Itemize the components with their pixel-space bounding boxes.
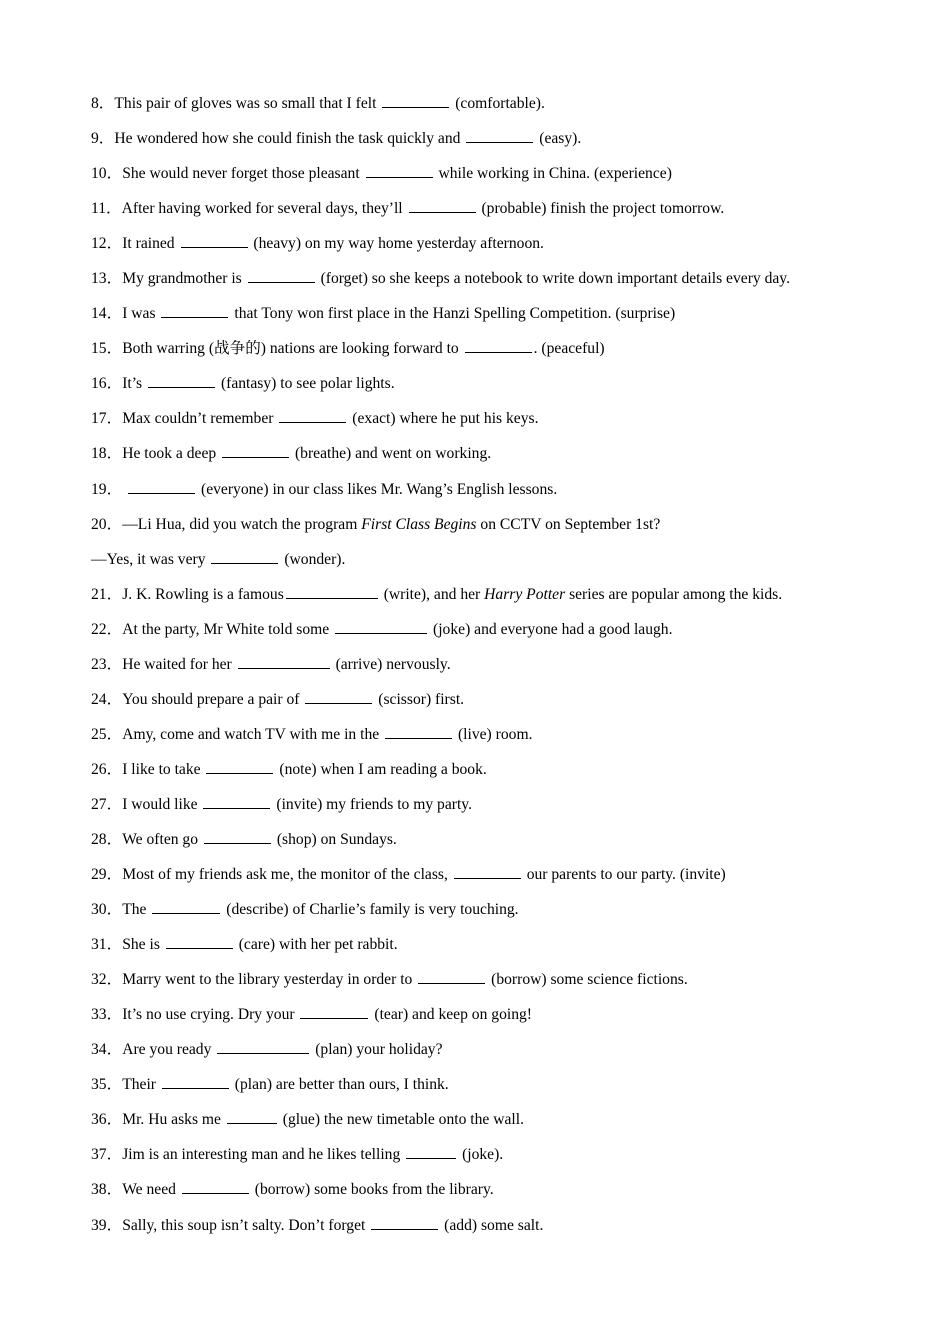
question-39 [91,1213,891,1248]
question-text-after: (joke) and everyone had a good laugh. [433,620,673,638]
answer-blank[interactable] [279,408,346,423]
question-number: 35． [91,1076,123,1094]
answer-blank[interactable] [371,1215,438,1230]
question-number: 23． [91,655,123,673]
question-number: 22． [91,620,123,638]
question-text-before: You should prepare a pair of [122,690,300,708]
question-text-after: (note) when I am reading a book. [279,760,487,778]
question-text-before: Their [122,1076,156,1094]
question-number: 26． [91,760,123,778]
answer-blank[interactable] [465,338,532,353]
answer-blank[interactable] [454,864,521,879]
question-number: 21． [91,585,123,603]
question-number: 14． [91,305,123,323]
question-number: 30． [91,901,123,919]
question-text-before: I would like [122,795,198,813]
question-38 [91,1177,891,1212]
question-17 [91,406,891,441]
answer-blank[interactable] [152,899,220,914]
question-36 [91,1107,891,1142]
answer-blank[interactable] [203,794,270,809]
answer-blank[interactable] [182,1179,249,1194]
question-30 [91,897,891,932]
question-text-before: This pair of gloves was so small that I felt [114,95,377,112]
question-text-after: (scissor) first. [378,690,465,708]
question-text-after: (exact) where he put his keys. [352,410,539,428]
question-11 [91,196,891,231]
question-34 [91,1037,891,1072]
question-text-before: We often go [122,830,199,848]
question-text-after: while working in China. (experience) [438,165,672,183]
answer-blank[interactable] [222,443,289,458]
question-number: 28． [91,830,123,848]
answer-blank[interactable] [227,1109,277,1124]
question-29 [91,862,891,897]
question-number: 34． [91,1041,123,1059]
question-text-before: She would never forget those pleasant [122,165,360,183]
question-number: 38． [91,1181,123,1199]
question-text-after: (invite) my friends to my party. [276,795,472,813]
question-26 [91,757,891,792]
answer-blank[interactable] [286,584,378,599]
question-22 [91,617,891,652]
question-number: 15． [91,340,123,358]
question-text-before: We need [122,1181,176,1199]
question-32 [91,967,891,1002]
answer-blank[interactable] [300,1004,368,1019]
question-text-before: Sally, this soup isn’t salty. Don’t forget [122,1216,366,1234]
question-text-after: (comfortable). [455,95,545,112]
question-number: 18． [91,445,123,463]
question-14 [91,301,891,336]
question-text-after: (fantasy) to see polar lights. [220,375,395,393]
question-text-after: that Tony won first place in the Hanzi Spelling Competition. (surprise) [234,305,676,323]
question-number: 19． [91,480,123,498]
question-text-before: Jim is an interesting man and he likes telling [122,1146,401,1164]
question-25 [91,722,891,757]
question-text-after: (borrow) some books from the library. [254,1181,494,1199]
question-33 [91,1002,891,1037]
question-35 [91,1072,891,1107]
answer-blank[interactable] [409,198,476,213]
question-number: 37． [91,1146,123,1164]
question-text-before: Max couldn’t remember [122,410,274,428]
question-text-before: He wondered how she could finish the task quickly and [114,130,461,148]
question-15 [91,336,891,371]
question-9 [91,126,891,161]
question-text-before: He waited for her [122,655,232,673]
question-number: 24． [91,690,123,708]
question-text-after: (arrive) nervously. [335,655,451,673]
question-19 [91,477,891,512]
answer-blank[interactable] [418,969,485,984]
book-title: Harry Potter [484,585,566,603]
question-text-after: (borrow) some science fictions. [491,971,688,989]
question-text-after: (heavy) on my way home yesterday afternoon. [253,235,544,253]
question-list [91,91,891,1248]
question-37 [91,1142,891,1177]
question-text-after: on CCTV on September 1st? [480,515,661,533]
answer-blank[interactable] [204,829,271,844]
question-number: 10． [91,165,123,183]
question-text-before: I like to take [122,760,201,778]
answer-blank[interactable] [305,689,372,704]
question-text-after: (plan) are better than ours, I think. [234,1076,449,1094]
question-text-before: Amy, come and watch TV with me in the [122,725,380,743]
question-text-before: Marry went to the library yesterday in order to [122,971,413,989]
question-text-after: (shop) on Sundays. [276,830,397,848]
question-text-before: The [122,901,147,919]
answer-blank[interactable] [335,619,427,634]
answer-blank[interactable] [166,934,233,949]
program-title: First Class Begins [361,515,477,533]
question-text-before: J. K. Rowling is a famous [122,585,284,603]
question-24 [91,687,891,722]
question-number: 29． [91,866,123,884]
question-text-after: (plan) your holiday? [315,1041,443,1059]
question-text-end: series are popular among the kids. [569,585,783,603]
answer-blank[interactable] [162,1074,229,1089]
question-text-after: (forget) so she keeps a notebook to write down important details every day. [320,270,790,288]
question-20 [91,512,891,547]
question-text-before: —Yes, it was very [91,550,206,568]
question-text-after: (probable) finish the project tomorrow. [481,200,725,218]
answer-blank[interactable] [217,1039,309,1054]
answer-blank[interactable] [366,163,433,178]
answer-blank[interactable] [238,654,330,669]
question-number: 13． [91,270,123,288]
answer-blank[interactable] [181,233,248,248]
question-text-before: Both warring (战争的) nations are looking forward to [122,340,459,358]
question-text-after: (add) some salt. [444,1216,544,1234]
question-text-after: (describe) of Charlie’s family is very touching. [226,901,519,919]
question-text-before: —Li Hua, did you watch the program [122,515,358,533]
question-text-before: She is [122,936,160,954]
question-text-before: Are you ready [122,1041,212,1059]
question-number: 25． [91,725,123,743]
question-12 [91,231,891,266]
question-text-before: At the party, Mr White told some [122,620,330,638]
answer-blank[interactable] [466,128,533,143]
answer-blank[interactable] [385,724,452,739]
question-8 [91,91,891,126]
question-21 [91,582,891,617]
question-10 [91,161,891,196]
question-text-before: Mr. Hu asks me [122,1111,221,1129]
answer-blank[interactable] [148,373,215,388]
question-20-answer [91,547,891,582]
answer-blank[interactable] [128,479,195,494]
question-text-after: (everyone) in our class likes Mr. Wang’s English lessons. [201,480,558,498]
answer-blank[interactable] [206,759,273,774]
question-text-before: Most of my friends ask me, the monitor of the class, [122,866,448,884]
question-text-before: After having worked for several days, they’ll [121,200,403,218]
question-number: 27． [91,795,123,813]
question-text-before: My grandmother is [122,270,242,288]
answer-blank[interactable] [161,303,228,318]
question-text-before: It’s no use crying. Dry your [122,1006,295,1024]
question-number: 32． [91,971,123,989]
answer-blank[interactable] [406,1144,456,1159]
answer-blank[interactable] [382,93,449,108]
question-text-after: (easy). [539,130,582,148]
question-number: 36． [91,1111,123,1129]
question-number: 8． [91,95,115,112]
question-text-before: He took a deep [122,445,217,463]
question-text-after: (care) with her pet rabbit. [238,936,398,954]
question-number: 17． [91,410,123,428]
question-number: 16． [91,375,123,393]
question-text-after: (breathe) and went on working. [294,445,492,463]
question-text-after: (write), and her [383,585,481,603]
question-text-after: (tear) and keep on going! [374,1006,532,1024]
answer-blank[interactable] [211,549,278,564]
question-number: 11． [91,200,122,218]
question-text-before: I was [122,305,156,323]
answer-blank[interactable] [248,268,315,283]
question-number: 20． [91,515,123,533]
question-text-after: (wonder). [284,550,346,568]
question-27 [91,792,891,827]
question-text-before: It rained [122,235,175,253]
question-13 [91,266,891,301]
question-31 [91,932,891,967]
question-28 [91,827,891,862]
question-23 [91,652,891,687]
question-number: 31． [91,936,123,954]
question-18 [91,441,891,476]
question-text-after: (live) room. [457,725,533,743]
question-text-after: . (peaceful) [533,340,605,358]
question-text-after: (glue) the new timetable onto the wall. [282,1111,524,1129]
question-number: 12． [91,235,123,253]
question-16 [91,371,891,406]
question-number: 33． [91,1006,123,1024]
question-text-after: our parents to our party. (invite) [526,866,726,884]
question-number: 39． [91,1216,123,1234]
question-number: 9． [91,130,115,148]
question-text-before: It’s [122,375,143,393]
question-text-after: (joke). [462,1146,504,1164]
